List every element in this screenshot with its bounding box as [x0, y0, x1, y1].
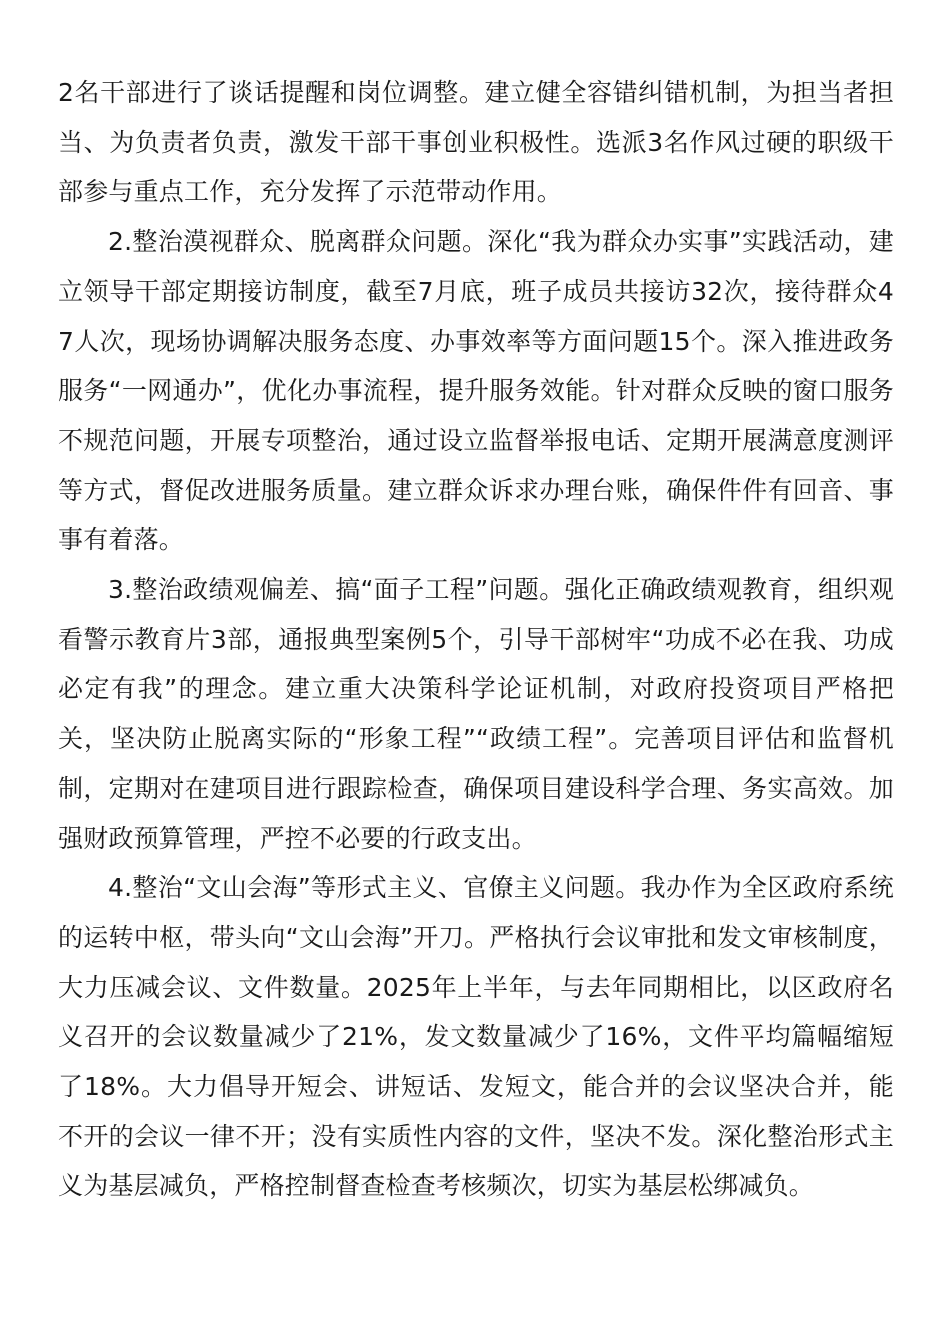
document-body	[58, 68, 894, 1211]
paragraph-item-3: 3.整治政绩观偏差、搞“面子工程”问题。强化正确政绩观教育，组织观看警示教育片3部，通报典型案例5个，引导干部树牢“功成不必在我、功成必定有我”的理念。建立重大决策科学论证机制，对政府投资项目严格把关，坚决防止脱离实际的“形象工程”“政绩工程”。完善项目评估和监督机制，定期对在建项目进行跟踪检查，确保项目建设科学合理、务实高效。加强财政预算管理，严控不必要的行政支出。	[58, 575, 894, 853]
paragraph-item-2: 2.整治漠视群众、脱离群众问题。深化“我为群众办实事”实践活动，建立领导干部定期接访制度，截至7月底，班子成员共接访32次，接待群众47人次，现场协调解决服务态度、办事效率等方面问题15个。深入推进政务服务“一网通办”，优化办事流程，提升服务效能。针对群众反映的窗口服务不规范问题，开展专项整治，通过设立监督举报电话、定期开展满意度测评等方式，督促改进服务质量。建立群众诉求办理台账，确保件件有回音、事事有着落。	[58, 227, 894, 555]
paragraph-continuation: 2名干部进行了谈话提醒和岗位调整。建立健全容错纠错机制，为担当者担当、为负责者负责，激发干部干事创业积极性。选派3名作风过硬的职级干部参与重点工作，充分发挥了示范带动作用。	[58, 78, 894, 207]
paragraph-item-4: 4.整治“文山会海”等形式主义、官僚主义问题。我办作为全区政府系统的运转中枢，带头向“文山会海”开刀。严格执行会议审批和发文审核制度，大力压减会议、文件数量。2025年上半年，与去年同期相比，以区政府名义召开的会议数量减少了21%，发文数量减少了16%，文件平均篇幅缩短了18%。大力倡导开短会、讲短话、发短文，能合并的会议坚决合并，能不开的会议一律不开；没有实质性内容的文件，坚决不发。深化整治形式主义为基层减负，严格控制督查检查考核频次，切实为基层松绑减负。	[58, 873, 894, 1201]
